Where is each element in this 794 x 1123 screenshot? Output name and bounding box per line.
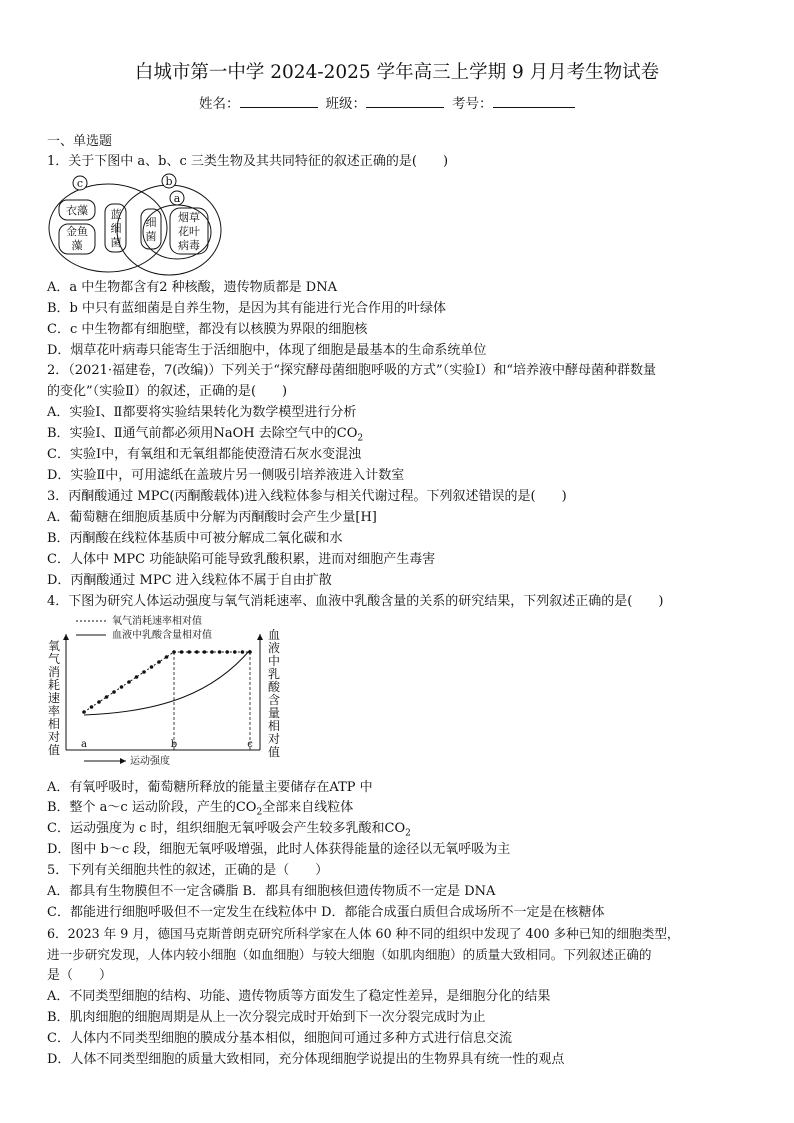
o2-point xyxy=(187,650,191,654)
q2-option-b: B．实验Ⅰ、Ⅱ通气前都必须用NaOH 去除空气中的$CO_2$ xyxy=(47,426,364,444)
q2-stem-line1: 2．（2021·福建卷，7(改编)）下列关于“探究酵母菌细胞呼吸的方式”（实验Ⅰ）和“培养液中酵母菌种群数量 xyxy=(47,363,656,378)
tick-a: a xyxy=(81,739,87,750)
q3-stem: 3．丙酮酸通过 MPC(丙酮酸载体)进入线粒体参与相关代谢过程。下列叙述错误的是( ) xyxy=(47,489,567,504)
q5-stem: 5．下列有关细胞共性的叙述，正确的是（ ） xyxy=(47,863,329,878)
venn-circle-b xyxy=(117,185,221,275)
q1-option-b: B．b 中只有蓝细菌是自养生物，是因为其有能进行光合作用的叶绿体 xyxy=(47,301,447,316)
o2-point xyxy=(233,650,237,654)
y-axis-right-label: 血液中乳酸含量相对值 xyxy=(268,628,281,759)
venn-label-b: b xyxy=(165,175,173,188)
q2-option-d: D．实验Ⅱ中，可用滤纸在盖玻片另一侧吸引培养液进入计数室 xyxy=(47,468,405,483)
o2-point xyxy=(241,650,245,654)
q6-option-a: A．不同类型细胞的结构、功能、遗传物质等方面发生了稳定性差异，是细胞分化的结果 xyxy=(47,989,551,1004)
org-tmv-l2: 花叶 xyxy=(178,225,200,238)
o2-point xyxy=(97,700,101,704)
org-bacteria-l2: 菌 xyxy=(145,230,157,243)
o2-point xyxy=(180,650,184,654)
x-axis-label: 运动强度 xyxy=(130,756,170,767)
venn-label-c: c xyxy=(76,177,84,190)
q4-line-chart xyxy=(44,612,294,772)
svg-text:烟草花叶病毒 xyxy=(178,210,200,252)
o2-point xyxy=(127,680,131,684)
o2-point xyxy=(90,705,94,709)
org-ceratophyllum-part1: 金鱼 xyxy=(66,225,88,238)
o2-series xyxy=(82,650,252,714)
class-blank xyxy=(366,95,444,108)
o2-point xyxy=(172,650,176,654)
o2-point xyxy=(218,650,222,654)
org-cyanobacteria-l2: 细 xyxy=(110,222,122,235)
legend-o2-label: 氧气消耗速率相对值 xyxy=(112,616,202,627)
o2-point xyxy=(82,710,86,714)
exam-title: 白城市第一中学 2024-2025 学年高三上学期 9 月月考生物试卷 xyxy=(134,62,660,83)
o2-point xyxy=(142,670,146,674)
o2-point xyxy=(112,690,116,694)
o2-point xyxy=(203,650,207,654)
org-cyanobacteria-l3: 菌 xyxy=(110,236,122,249)
number-blank xyxy=(493,95,575,108)
o2-point xyxy=(105,695,109,699)
class-label: 班级： xyxy=(325,96,366,112)
svg-text:蓝细菌 xyxy=(111,207,122,249)
o2-point xyxy=(165,655,169,659)
svg-text:金鱼藻 xyxy=(66,224,88,252)
tick-b: b xyxy=(170,739,178,750)
legend-lactate-label: 血液中乳酸含量相对值 xyxy=(112,630,212,641)
org-chlamydomonas: 衣藻 xyxy=(66,204,88,217)
org-bacteria-l1: 细 xyxy=(145,216,157,229)
lactate-curve xyxy=(84,650,250,715)
q1-stem: 1．关于下图中 a、b、c 三类生物及其共同特征的叙述正确的是( ) xyxy=(47,154,449,169)
q6-stem-line3: 是（ ） xyxy=(47,968,113,983)
q6-stem-line2: 进一步研究发现，人体内较小细胞（如血细胞）与较大细胞（如肌肉细胞）的质量大致相同。下列叙述正确的 xyxy=(47,947,652,962)
q4-option-b: B．整个 a～c 运动阶段，产生的$CO_2$全部来自线粒体 xyxy=(47,800,354,818)
o2-point xyxy=(225,650,229,654)
o2-point xyxy=(150,665,154,669)
q6-option-c: C．人体内不同类型细胞的膜成分基本相似，细胞间可通过多种方式进行信息交流 xyxy=(47,1031,512,1046)
q1-option-c: C．c 中生物都有细胞壁，都没有以核膜为界限的细胞核 xyxy=(47,322,368,337)
q6-stem-line1: 6．2023 年 9 月，德国马克斯普朗克研究所科学家在人体 60 种不同的组织中发现了 400 多种已知的细胞类型， xyxy=(47,926,680,941)
org-tmv-l3: 病毒 xyxy=(178,239,200,252)
o2-point xyxy=(210,650,214,654)
q1-option-a: A．a 中生物都含有2 种核酸，遗传物质都是 DNA xyxy=(47,280,337,295)
q3-option-b: B．丙酮酸在线粒体基质中可被分解成二氧化碳和水 xyxy=(47,531,343,546)
o2-point xyxy=(195,650,199,654)
section-heading: 一、单选题 xyxy=(47,134,113,149)
q6-option-d: D．人体不同类型细胞的质量大致相同，充分体现细胞学说提出的生物界具有统一性的观点 xyxy=(47,1052,565,1067)
q5-options-cd: C．都能进行细胞呼吸但不一定发生在线粒体中 D．都能合成蛋白质但合成场所不一定是在核糖体 xyxy=(47,905,605,920)
student-info-line xyxy=(199,92,575,112)
number-label: 考号： xyxy=(452,96,493,112)
y-axis-left-label: 氧气消耗速率相对值 xyxy=(48,639,61,757)
org-tmv-l1: 烟草 xyxy=(178,211,200,224)
q4-option-a: A．有氧呼吸时，葡萄糖所释放的能量主要储存在ATP 中 xyxy=(47,780,373,795)
tick-c: c xyxy=(247,739,253,750)
q1-option-d: D．烟草花叶病毒只能寄生于活细胞中，体现了细胞是最基本的生命系统单位 xyxy=(47,343,487,358)
q2-option-c: C．实验Ⅰ中，有氧组和无氧组都能使澄清石灰水变混浊 xyxy=(47,447,362,462)
q4-option-c: C．运动强度为 c 时，组织细胞无氧呼吸会产生较多乳酸和$CO_2$ xyxy=(47,821,411,839)
q4-option-d: D．图中 b～c 段，细胞无氧呼吸增强，此时人体获得能量的途径以无氧呼吸为主 xyxy=(47,842,511,857)
q5-options-ab: A．都具有生物膜但不一定含磷脂 B．都具有细胞核但遗传物质不一定是 DNA xyxy=(47,884,496,899)
svg-text:细菌 xyxy=(146,216,157,243)
q3-option-d: D．丙酮酸通过 MPC 进入线粒体不属于自由扩散 xyxy=(47,573,332,588)
name-blank xyxy=(240,95,318,108)
o2-point xyxy=(157,660,161,664)
q3-option-a: A．葡萄糖在细胞质基质中分解为丙酮酸时会产生少量[H] xyxy=(47,510,377,525)
q2-stem-line2: 的变化”（实验Ⅱ）的叙述，正确的是( ) xyxy=(47,384,288,399)
org-ceratophyllum-part2: 藻 xyxy=(71,239,83,252)
name-label: 姓名： xyxy=(199,96,240,112)
o2-point xyxy=(248,650,252,654)
o2-point xyxy=(135,675,139,679)
o2-point xyxy=(120,685,124,689)
q3-option-c: C．人体中 MPC 功能缺陷可能导致乳酸积累，进而对细胞产生毒害 xyxy=(47,552,436,567)
q4-stem: 4．下图为研究人体运动强度与氧气消耗速率、血液中乳酸含量的关系的研究结果，下列叙述正确的是( ) xyxy=(47,594,664,609)
org-cyanobacteria-l1: 蓝 xyxy=(110,208,122,221)
q6-option-b: B．肌肉细胞的细胞周期是从上一次分裂完成时开始到下一次分裂完成时为止 xyxy=(47,1010,486,1025)
venn-label-a: a xyxy=(173,192,181,205)
q2-option-a: A．实验Ⅰ、Ⅱ都要将实验结果转化为数学模型进行分析 xyxy=(47,405,357,420)
q1-venn-diagram xyxy=(46,173,226,277)
